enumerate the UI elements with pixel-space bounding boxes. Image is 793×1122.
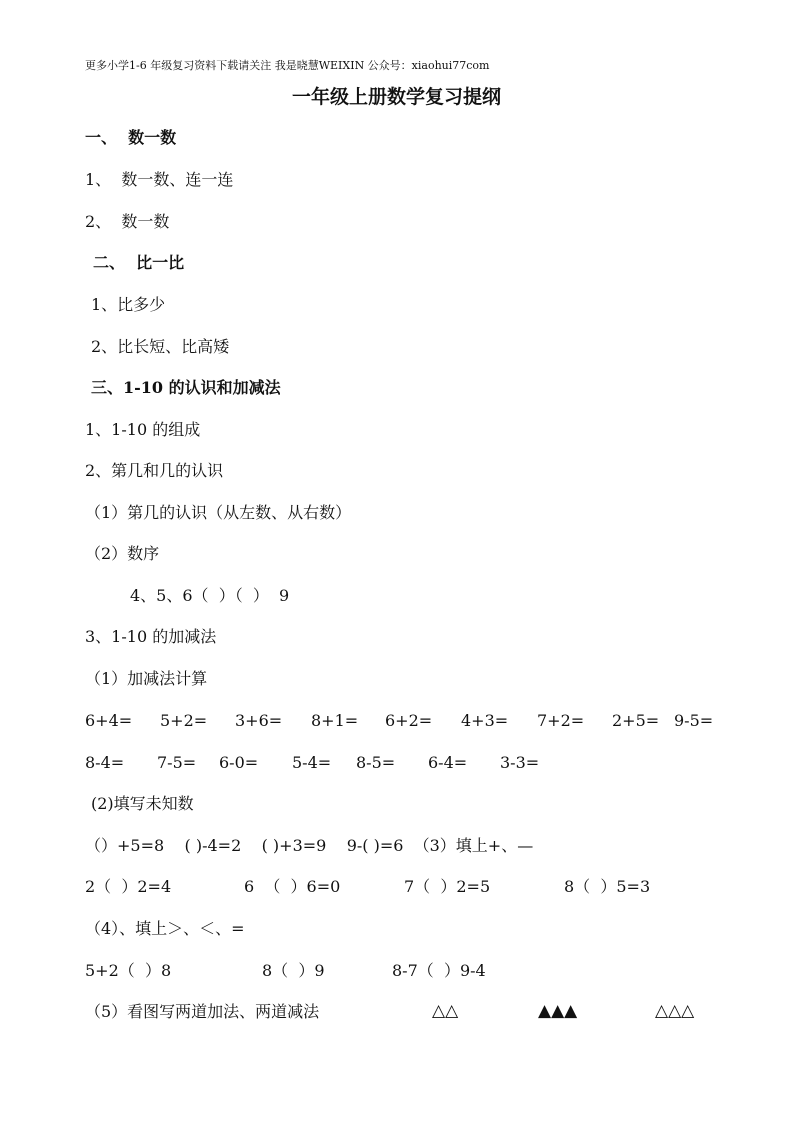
picture-problem-heading: （5）看图写两道加法、两道减法 bbox=[85, 1002, 320, 1021]
section-3-heading: 三、1-10 的认识和加减法 bbox=[91, 378, 281, 397]
unknown-number-line: （）+5=8 ( )-4=2 ( )+3=9 9-( )=6 （3）填上+、— bbox=[85, 836, 534, 855]
section-2-item-1: 1、比多少 bbox=[91, 295, 166, 314]
section-1-heading: 一、 数一数 bbox=[85, 128, 177, 147]
sign-problem: 6 （ ）6=0 bbox=[244, 877, 341, 896]
calc-problem: 2+5= bbox=[612, 711, 660, 730]
calc-problem: 6+2= bbox=[385, 711, 433, 730]
sequence-line: 4、5、6（ ）（ ） 9 bbox=[130, 586, 290, 605]
unknown-number-heading: (2)填写未知数 bbox=[91, 794, 194, 813]
section-3-item-2-sub-1: （1）第几的认识（从左数、从右数） bbox=[85, 503, 352, 522]
calc-problem: 3-3= bbox=[500, 753, 540, 772]
hollow-triangles-icon: △△△ bbox=[655, 1001, 695, 1021]
compare-problem: 8-7（ ）9-4 bbox=[392, 961, 486, 980]
section-3-item-3-sub-1: （1）加减法计算 bbox=[85, 669, 208, 688]
calc-problem: 7-5= bbox=[157, 753, 197, 772]
calc-problem: 4+3= bbox=[461, 711, 509, 730]
compare-heading: （4）、填上＞、＜、= bbox=[85, 919, 245, 938]
hollow-triangles-icon: △△ bbox=[432, 1001, 459, 1021]
sign-problem: 2（ ）2=4 bbox=[85, 877, 172, 896]
calc-problem: 8+1= bbox=[311, 711, 359, 730]
calc-problem: 5-4= bbox=[292, 753, 332, 772]
calc-problem: 8-5= bbox=[356, 753, 396, 772]
calc-problem: 9-5= bbox=[674, 711, 714, 730]
compare-problem: 5+2（ ）8 bbox=[85, 961, 172, 980]
calc-problem: 6-4= bbox=[428, 753, 468, 772]
calc-problem: 7+2= bbox=[537, 711, 585, 730]
calc-problem: 6+4= bbox=[85, 711, 133, 730]
sign-problem: 8（ ）5=3 bbox=[564, 877, 651, 896]
section-3-item-3: 3、1-10 的加减法 bbox=[85, 627, 217, 646]
section-2-item-2: 2、比长短、比高矮 bbox=[91, 337, 230, 356]
section-3-item-2-sub-2: （2）数序 bbox=[85, 544, 160, 563]
section-3-item-2: 2、第几和几的认识 bbox=[85, 461, 224, 480]
section-3-item-1: 1、1-10 的组成 bbox=[85, 420, 201, 439]
filled-triangles-icon: ▲▲▲ bbox=[538, 1001, 578, 1021]
section-2-heading: 二、 比一比 bbox=[93, 253, 185, 272]
calc-problem: 6-0= bbox=[219, 753, 259, 772]
calc-problem: 8-4= bbox=[85, 753, 125, 772]
calc-problem: 5+2= bbox=[160, 711, 208, 730]
compare-problem: 8（ ）9 bbox=[262, 961, 325, 980]
sign-problem: 7（ ）2=5 bbox=[404, 877, 491, 896]
header-note: 更多小学1-6 年级复习资料下载请关注 我是晓慧WEIXIN 公众号：xiaohui77com bbox=[85, 59, 490, 72]
calc-problem: 3+6= bbox=[235, 711, 283, 730]
page-title: 一年级上册数学复习提纲 bbox=[291, 86, 501, 108]
section-1-item-1: 1、 数一数、连一连 bbox=[85, 170, 234, 189]
section-1-item-2: 2、 数一数 bbox=[85, 212, 170, 231]
